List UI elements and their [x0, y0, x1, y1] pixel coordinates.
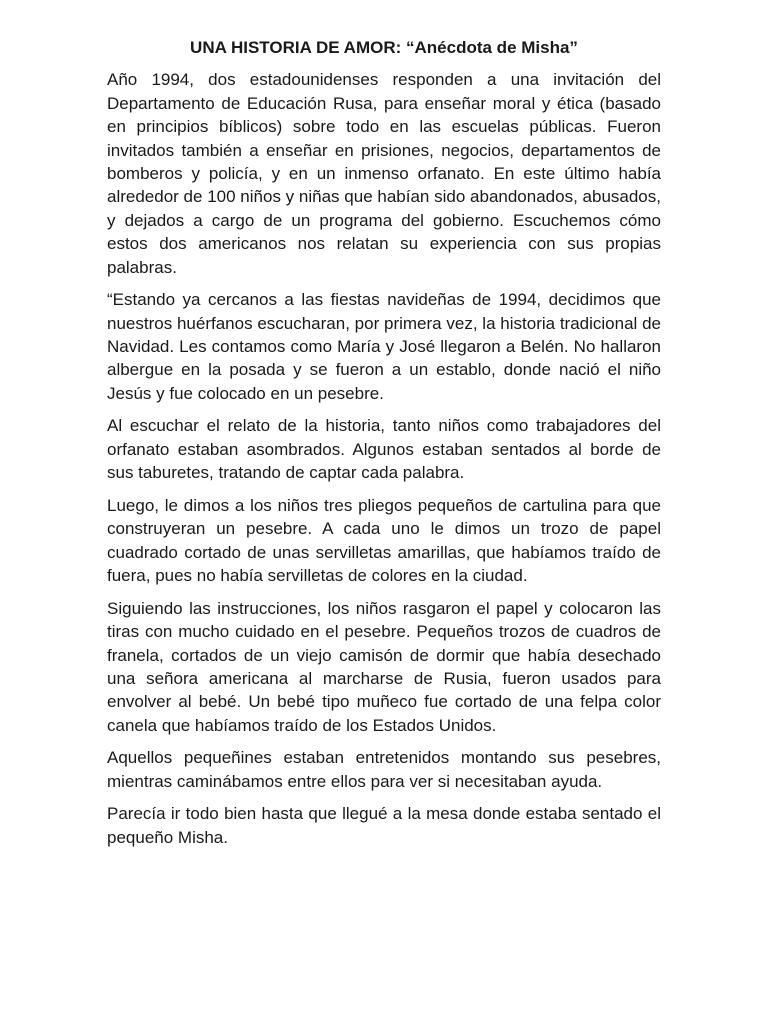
paragraph-2: “Estando ya cercanos a las fiestas navideñas de 1994, decidimos que nuestros huérfanos escucharan, por primera vez, la historia tradicional de Navidad. Les contamos como María y José llegaron a Belén. No hallaron albergue en la posada y se fueron a un establo, donde nació el niño Jesús y fue colocado en un pesebre. — [107, 290, 661, 403]
paragraph-7: Parecía ir todo bien hasta que llegué a la mesa donde estaba sentado el pequeño Misha. — [107, 804, 661, 847]
document-title: UNA HISTORIA DE AMOR: “Anécdota de Misha” — [190, 38, 578, 57]
paragraph-6: Aquellos pequeñines estaban entretenidos montando sus pesebres, mientras caminábamos entre ellos para ver si necesitaban ayuda. — [107, 748, 661, 791]
paragraph-4: Luego, le dimos a los niños tres pliegos pequeños de cartulina para que construyeran un pesebre. A cada uno le dimos un trozo de papel cuadrado cortado de unas servilletas amarillas, que habíamos traído de fuera, pues no había servilletas de colores en la ciudad. — [107, 495, 661, 586]
paragraph-1: Año 1994, dos estadounidenses responden a una invitación del Departamento de Educación Rusa, para enseñar moral y ética (basado en principios bíblicos) sobre todo en las escuelas públicas. Fueron invitados también a enseñar en prisiones, negocios, departamentos de bomberos y policía, y en un inmenso orfanato. En este último había alrededor de 100 niños y niñas que habían sido abandonados, abusados, y dejados a cargo de un programa del gobierno. Escuchemos cómo estos dos americanos nos relatan su experiencia con sus propias palabras. — [107, 70, 661, 277]
paragraph-3: Al escuchar el relato de la historia, tanto niños como trabajadores del orfanato estaban asombrados. Algunos estaban sentados al borde de sus taburetes, tratando de captar cada palabra. — [107, 416, 661, 483]
paragraph-5: Siguiendo las instrucciones, los niños rasgaron el papel y colocaron las tiras con mucho cuidado en el pesebre. Pequeños trozos de cuadros de franela, cortados de un viejo camisón de dormir que había desechado una señora americana al marcharse de Rusia, fueron usados para envolver al bebé. Un bebé tipo muñeco fue cortado de una felpa color canela que habíamos traído de los Estados Unidos. — [107, 598, 661, 735]
